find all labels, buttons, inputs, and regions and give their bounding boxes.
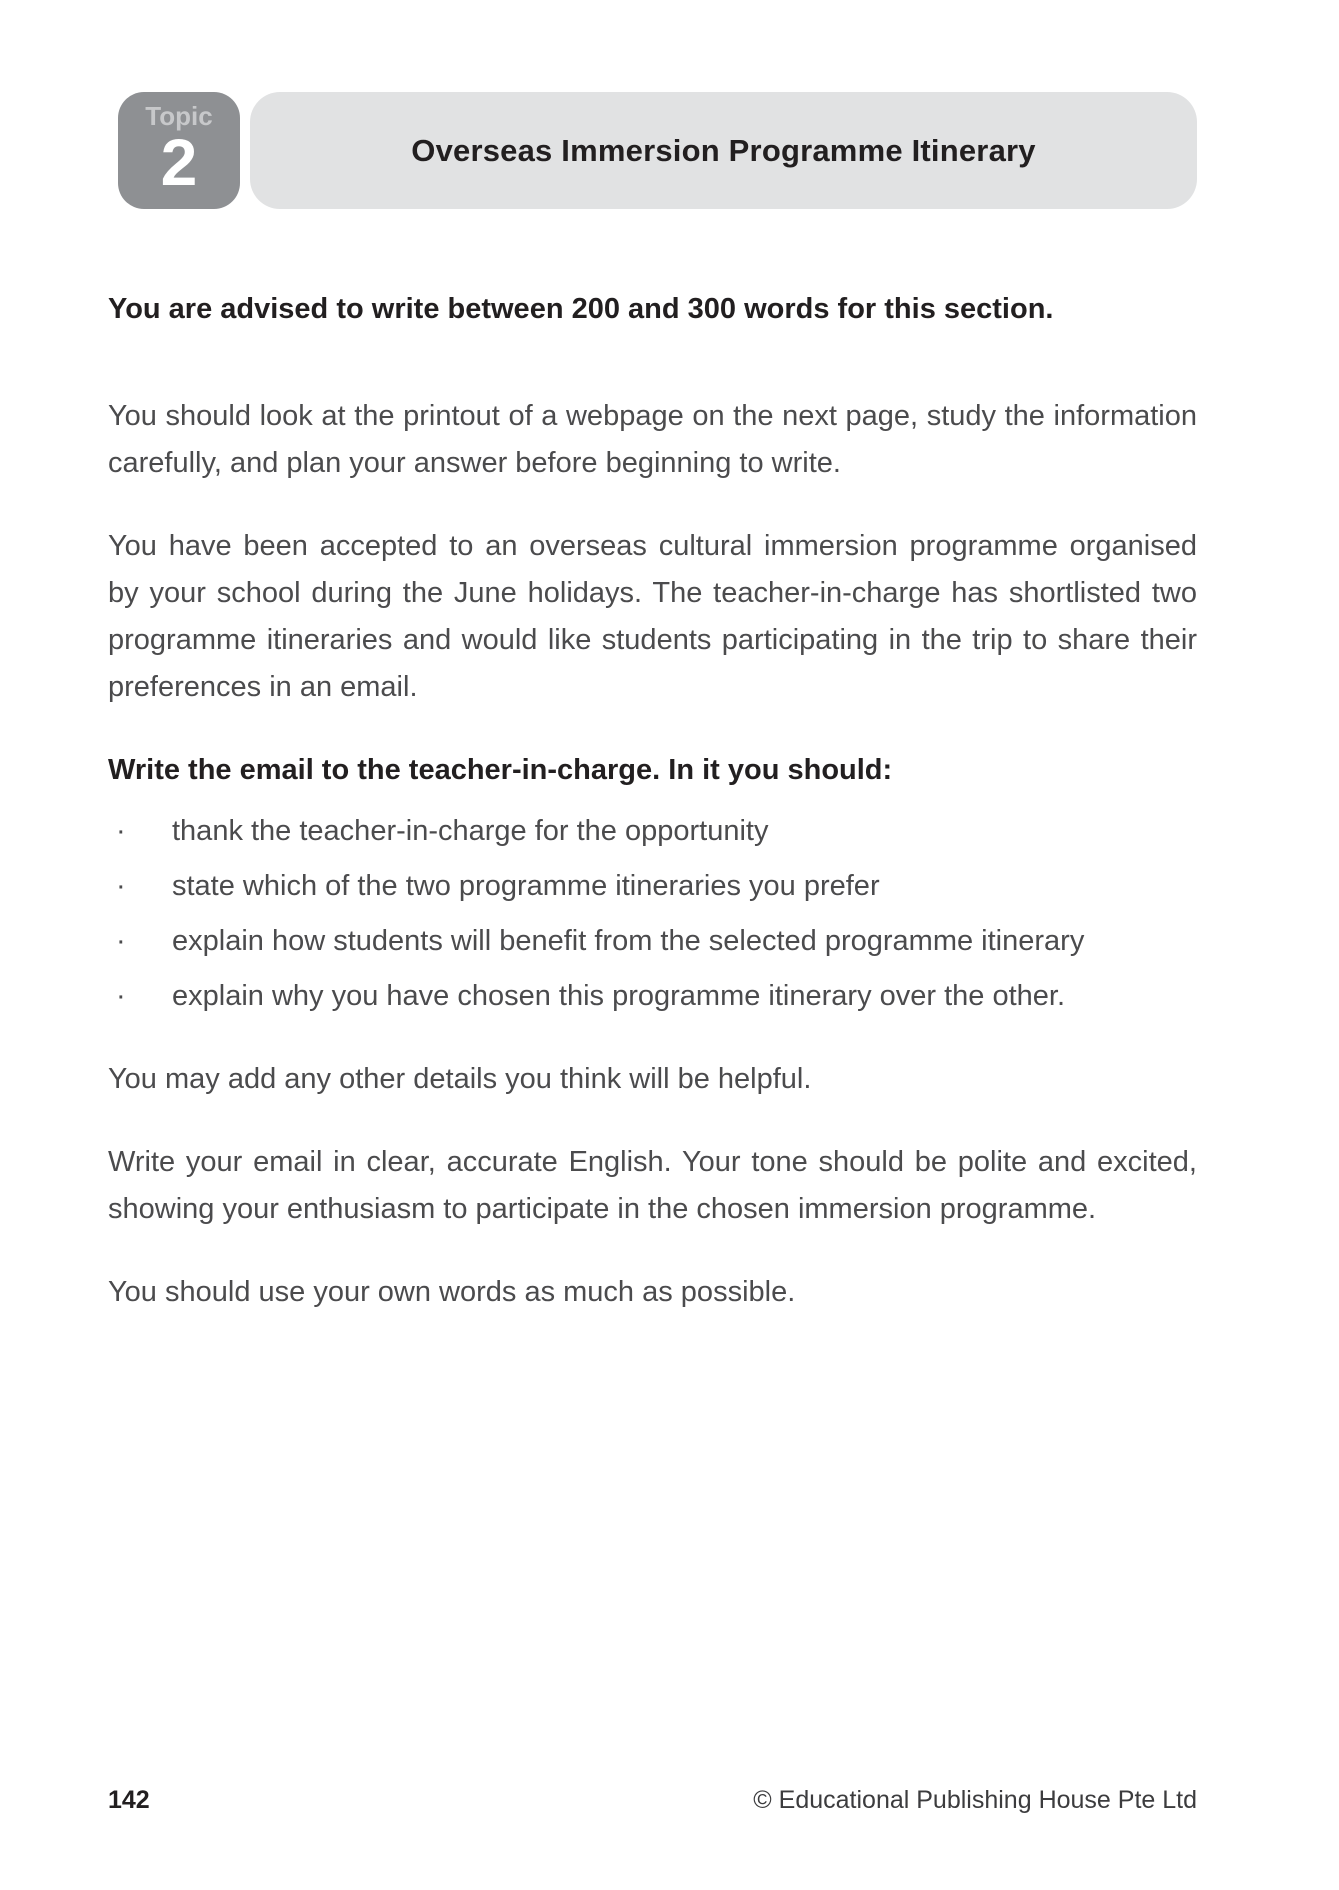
title-bar <box>250 92 1197 209</box>
tone-guidance-paragraph: Write your email in clear, accurate English. Your tone should be polite and excited, showing your enthusiasm to participate in the chosen immersion programme. <box>108 1146 1197 1225</box>
list-item <box>108 808 1197 855</box>
additional-details-paragraph: You may add any other details you think will be helpful. <box>108 1063 812 1095</box>
page-footer <box>108 1786 1197 1815</box>
bullet-marker-icon: · <box>116 925 126 957</box>
own-words-paragraph: You should use your own words as much as possible. <box>108 1276 796 1308</box>
page-title: Overseas Immersion Programme Itinerary <box>411 132 1036 168</box>
topic-label: Topic <box>145 101 213 131</box>
word-count-advice-heading: You are advised to write between 200 and 300 words for this section. <box>108 293 1054 325</box>
instructions-body <box>108 286 1197 1352</box>
bullet-marker-icon: · <box>116 870 126 902</box>
list-item <box>108 863 1197 910</box>
intro-paragraph: You should look at the printout of a webpage on the next page, study the information carefully, and plan your answer before beginning to write. <box>108 400 1197 479</box>
copyright-notice: © Educational Publishing House Pte Ltd <box>753 1786 1197 1814</box>
bullet-text: state which of the two programme itineraries you prefer <box>172 870 880 902</box>
topic-number: 2 <box>160 124 198 199</box>
task-bullet-list <box>108 808 1197 1020</box>
topic-badge <box>118 92 240 209</box>
bullet-marker-icon: · <box>116 980 126 1012</box>
page-number: 142 <box>108 1786 150 1814</box>
task-heading: Write the email to the teacher-in-charge. In it you should: <box>108 754 893 786</box>
bullet-marker-icon: · <box>116 815 126 847</box>
bullet-text: explain why you have chosen this programme itinerary over the other. <box>172 980 1066 1012</box>
list-item <box>108 918 1197 965</box>
list-item <box>108 973 1197 1020</box>
page-header <box>118 92 1197 209</box>
bullet-text: explain how students will benefit from the selected programme itinerary <box>172 925 1085 957</box>
scenario-paragraph: You have been accepted to an overseas cultural immersion programme organised by your school during the June holidays. The teacher-in-charge has shortlisted two programme itineraries and would like students participating in the trip to share their preferences in an email. <box>108 530 1197 703</box>
bullet-text: thank the teacher-in-charge for the opportunity <box>172 815 769 847</box>
